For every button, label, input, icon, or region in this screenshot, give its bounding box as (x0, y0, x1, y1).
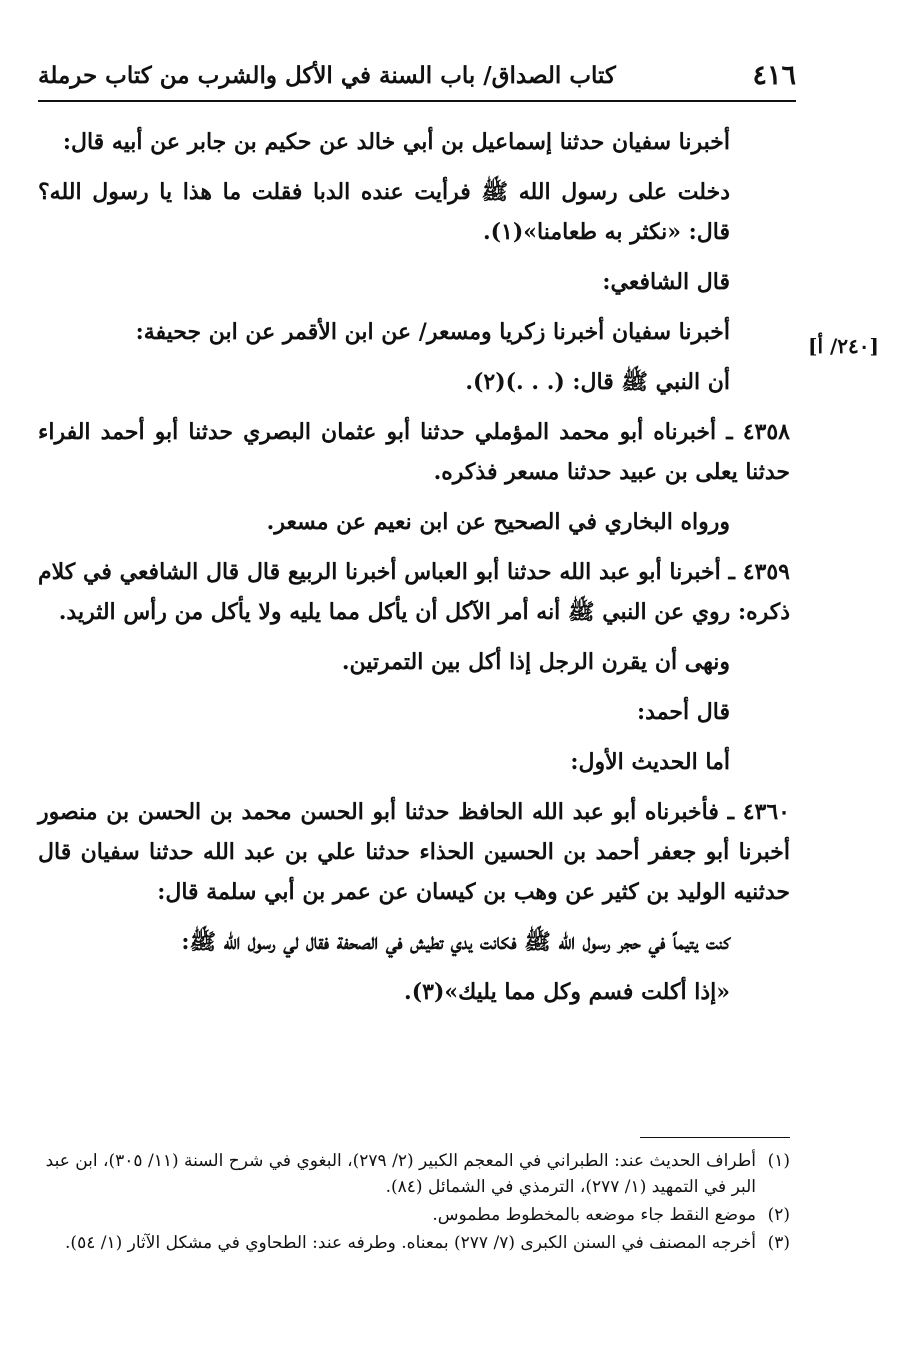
page-header (38, 58, 796, 98)
paragraph: «إذا أكلت فسم وكل مما يليك»(٣). (404, 979, 730, 1005)
paragraph: ونهى أن يقرن الرجل إذا أكل بين التمرتين. (341, 649, 730, 675)
paragraph: أخبرنا سفيان حدثنا إسماعيل بن أبي خالد عن حكيم بن جابر عن أبيه قال: (62, 129, 730, 155)
running-title: كتاب الصداق/ باب السنة في الأكل والشرب من كتاب حرملة (38, 62, 616, 89)
hadith-paragraph: ٤٣٥٩ ـ أخبرنا أبو عبد الله حدثنا أبو العباس أخبرنا الربيع قال قال الشافعي في كلام ذكره: روي عن النبي ﷺ أنه أمر الآكل أن يأكل مما يليه ولا يأكل من رأس الثريد. (38, 559, 790, 625)
paragraph: قال أحمد: (637, 699, 730, 725)
footnote-text: أخرجه المصنف في السنن الكبرى (٧/ ٢٧٧) بمعناه. وطرفه عند: الطحاوي في مشكل الآثار (١/ ٥٤). (65, 1233, 756, 1253)
footnote-number: (٢) (767, 1205, 790, 1225)
footnote-number: (١) (767, 1151, 790, 1171)
main-text (38, 122, 790, 1022)
footnote (38, 1230, 790, 1256)
footnote-text: موضع النقط جاء موضعه بالمخطوط مطموس. (432, 1205, 756, 1225)
paragraph: أن النبي ﷺ قال: (. . .)(٢). (465, 369, 730, 395)
margin-folio-note: [٢٤٠/ أ] (808, 334, 879, 358)
hadith-paragraph: ٤٣٥٨ ـ أخبرناه أبو محمد المؤملي حدثنا أبو عثمان البصري حدثنا أبو أحمد الفراء حدثنا يعلى بن عبيد حدثنا مسعر فذكره. (38, 419, 790, 485)
footnotes (38, 1148, 790, 1258)
paragraph: ورواه البخاري في الصحيح عن ابن نعيم عن مسعر. (266, 509, 730, 535)
footnote-text: أطراف الحديث عند: الطبراني في المعجم الكبير (٢/ ٢٧٩)، البغوي في شرح السنة (١١/ ٣٠٥)، ابن عبد البر في التمهيد (١/ ٢٧٧)، الترمذي في الشمائل (٨٤). (45, 1151, 756, 1197)
header-rule (38, 100, 796, 102)
paragraph: دخلت على رسول الله ﷺ فرأيت عنده الدبا فقلت ما هذا يا رسول الله؟ قال: «نكثر به طعامنا»(١). (38, 179, 730, 245)
paragraph: كنت يتيماً في حجر رسول الله ﷺ فكانت يدي تطيش في الصحفة فقال لي رسول الله ﷺ: (181, 929, 730, 955)
footnote (38, 1202, 790, 1228)
page-number: ٤١٦ (752, 60, 796, 91)
footnote-number: (٣) (767, 1233, 790, 1253)
footnote (38, 1148, 790, 1200)
paragraph: أخبرنا سفيان أخبرنا زكريا ومسعر/ عن ابن الأقمر عن ابن جحيفة: (135, 319, 730, 345)
footnote-rule (640, 1137, 790, 1138)
paragraph: أما الحديث الأول: (570, 749, 730, 775)
paragraph: قال الشافعي: (602, 269, 730, 295)
hadith-paragraph: ٤٣٦٠ ـ فأخبرناه أبو عبد الله الحافظ حدثنا أبو الحسن محمد بن الحسن بن منصور أخبرنا أبو جعفر أحمد بن الحسين الحذاء حدثنا علي بن عبد الله حدثنا سفيان قال حدثنيه الوليد بن كثير عن وهب بن كيسان عن عمر بن أبي سلمة قال: (38, 799, 790, 905)
